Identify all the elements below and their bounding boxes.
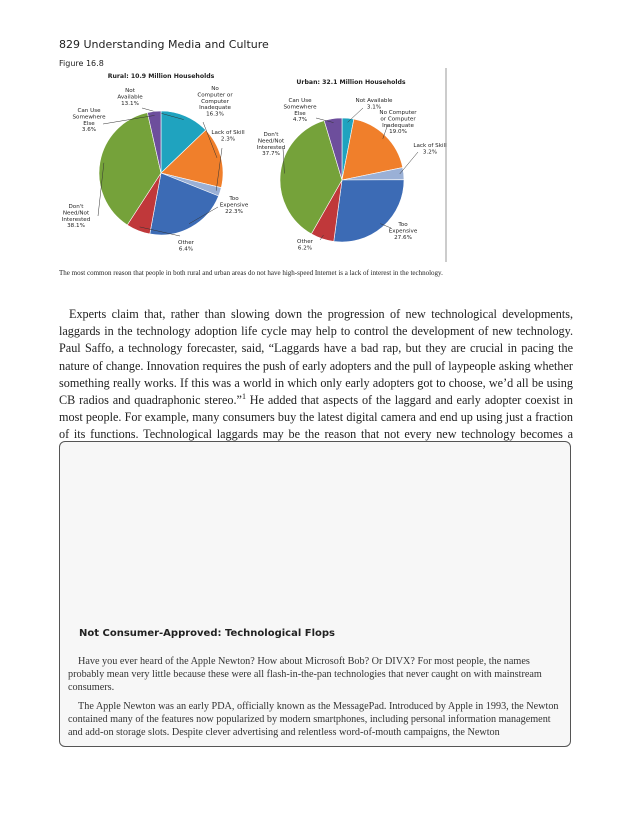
- slice-label: Too Expensive 22.3%: [219, 196, 249, 215]
- rural-pie-chart: [62, 73, 249, 252]
- body-text: [59, 306, 573, 461]
- slice-label: Can Use Somewhere Else 3.6%: [72, 108, 106, 134]
- sidebar-box: [59, 441, 571, 747]
- sidebar-text: [68, 655, 562, 745]
- slice-label: Lack of Skill 3.2%: [413, 143, 447, 156]
- body-paragraph-text-cont: He added that aspects of the laggard and early adopter coexist in most people. For example, many consumers buy the latest digital camera and end up using just a fraction of its functions. Technological laggards may be the reason that not every new technology becomes a: [59, 393, 573, 442]
- sidebar-title: Not Consumer-Approved: Technological Flops: [79, 628, 336, 639]
- pie-charts-svg: [58, 66, 458, 264]
- slice-label: Can Use Somewhere Else 4.7%: [283, 98, 317, 124]
- leader-line: [400, 152, 418, 174]
- sidebar-paragraph-2: The Apple Newton was an early PDA, officially known as the MessagePad. Introduced by Apple in 1993, the Newton contained many of the features now popularized by modern smartphones, including personal information management and add-on storage slots. Despite clever advertising and relentless word-of-mouth campaigns, the Newton: [68, 701, 559, 738]
- chart-title: Urban: 32.1 Million Households: [296, 79, 406, 86]
- slice-label: Not Available 13.1%: [117, 88, 143, 107]
- slice-label: Not Available 3.1%: [355, 98, 393, 111]
- slice-label: Lack of Skill 2.3%: [211, 130, 245, 143]
- slice-label: No Computer or Computer Inadequate 16.3%: [197, 86, 233, 118]
- slice-label: Don't Need/Not Interested 38.1%: [61, 204, 91, 230]
- figure-label: Figure 16.8: [59, 59, 104, 68]
- footnote-marker[interactable]: 1: [241, 391, 246, 401]
- page-number: 829: [59, 38, 80, 51]
- running-header: [59, 38, 269, 51]
- slice-label: Too Expensive 27.6%: [388, 222, 418, 241]
- slice-label: Other 6.2%: [297, 239, 313, 252]
- chart-title: Rural: 10.9 Million Households: [107, 73, 215, 80]
- urban-pie-chart: [257, 79, 447, 251]
- figure-pie-charts: [58, 66, 458, 264]
- slice-label: Other 6.4%: [178, 240, 194, 253]
- body-paragraph: [59, 306, 573, 461]
- book-title: Understanding Media and Culture: [83, 38, 269, 51]
- slice-label: Don't Need/Not Interested 37.7%: [256, 132, 286, 158]
- slice-label: No Computer or Computer Inadequate 19.0%: [379, 110, 417, 136]
- sidebar-paragraph-1: Have you ever heard of the Apple Newton? How about Microsoft Bob? Or DIVX? For most people, the names probably mean very little because these were all flash-in-the-pan technologies that never caught on with mainstream consumers.: [68, 656, 542, 693]
- figure-caption: The most common reason that people in both rural and urban areas do not have high-speed Internet is a lack of interest in the technology.: [59, 269, 443, 277]
- body-paragraph-text: Experts claim that, rather than slowing down the progression of new technological developments, laggards in the technology adoption life cycle may help to control the development of new technology. Paul Saffo, a technology forecaster, said, “Laggards have a bad rap, but they are crucial in pacing the nature of change. Innovation requires the push of early adopters and the pull of laypeople asking whether something really works. If this was a world in which only early adopters got to choose, we’d all be using CB radios and quadraphonic stereo.”: [59, 307, 573, 408]
